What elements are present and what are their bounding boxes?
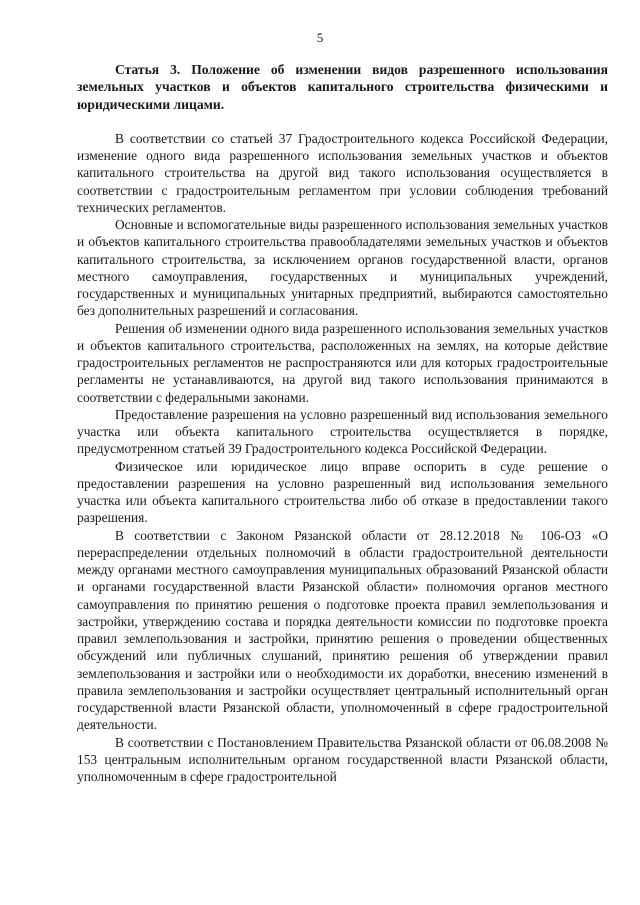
paragraph-main-auxiliary-uses: Основные и вспомогательные виды разрешенного использования земельных участков и объектов капитального строительства правообладателями земельных участков и объектов капитального строительства, за исключением органов государственной власти, органов местного самоуправления, государственных и муниципальных учреждений, государственных и муниципальных унитарных предприятий, выбираются самостоятельно без дополнительных разрешений и согласования. <box>77 217 608 319</box>
article-title: Статья 3. Положение об изменении видов разрешенного использования земельных участков и объектов капитального строительства физическими и юридическими лицами. <box>77 62 608 112</box>
page-number: 5 <box>316 30 324 45</box>
paragraph-government-resolution: В соответствии с Постановлением Правительства Рязанской области от 06.08.2008 № 153 центральным исполнительным органом государственной власти Рязанской области, уполномоченным в сфере градостроительной <box>77 734 608 785</box>
paragraph-ryazan-law: В соответствии с Законом Рязанской области от 28.12.2018 № 106-ОЗ «О перераспределении отдельных полномочий в области градостроительной деятельности между органами местного самоуправления муниципальных образований Рязанской области и органами государственной власти Рязанской области» полномочия органов местного самоуправления по принятию решения о подготовке проекта правил землепользования и застройки, утверждению состава и порядка деятельности комиссии по подготовке проекта правил землепользования и застройки, принятию решения о проведении общественных обсуждений или публичных слушаний, принятию решения об утверждении правил землепользования и застройки или о необходимости их доработки, внесению изменений в правила землепользования и застройки осуществляет центральный исполнительный орган государственной власти Рязанской области, уполномоченный в сфере градостроительной деятельности. <box>77 527 608 733</box>
document-body <box>77 61 608 785</box>
paragraph-court-appeal: Физическое или юридическое лицо вправе оспорить в суде решение о предоставлении разрешения на условно разрешенный вид использования земельного участка или объекта капитального строительства либо об отказе в предоставлении такого разрешения. <box>77 458 608 526</box>
paragraph-change-decisions: Решения об изменении одного вида разрешенного использования земельных участков и объектов капитального строительства, расположенных на землях, на которые действие градостроительных регламентов не распространяются или для которых градостроительные регламенты не устанавливаются, на другой вид такого использования принимаются в соответствии с федеральными законами. <box>77 320 608 405</box>
paragraph-article-37: В соответствии со статьей 37 Градостроительного кодекса Российской Федерации, изменение одного вида разрешенного использования земельных участков и объектов капитального строительства на другой вид такого использования осуществляется в соответствии с градостроительным регламентом при условии соблюдения требований технических регламентов. <box>77 130 608 215</box>
paragraph-conditional-permit: Предоставление разрешения на условно разрешенный вид использования земельного участка или объекта капитального строительства осуществляется в порядке, предусмотренном статьей 39 Градостроительного кодекса Российской Федерации. <box>77 406 608 457</box>
